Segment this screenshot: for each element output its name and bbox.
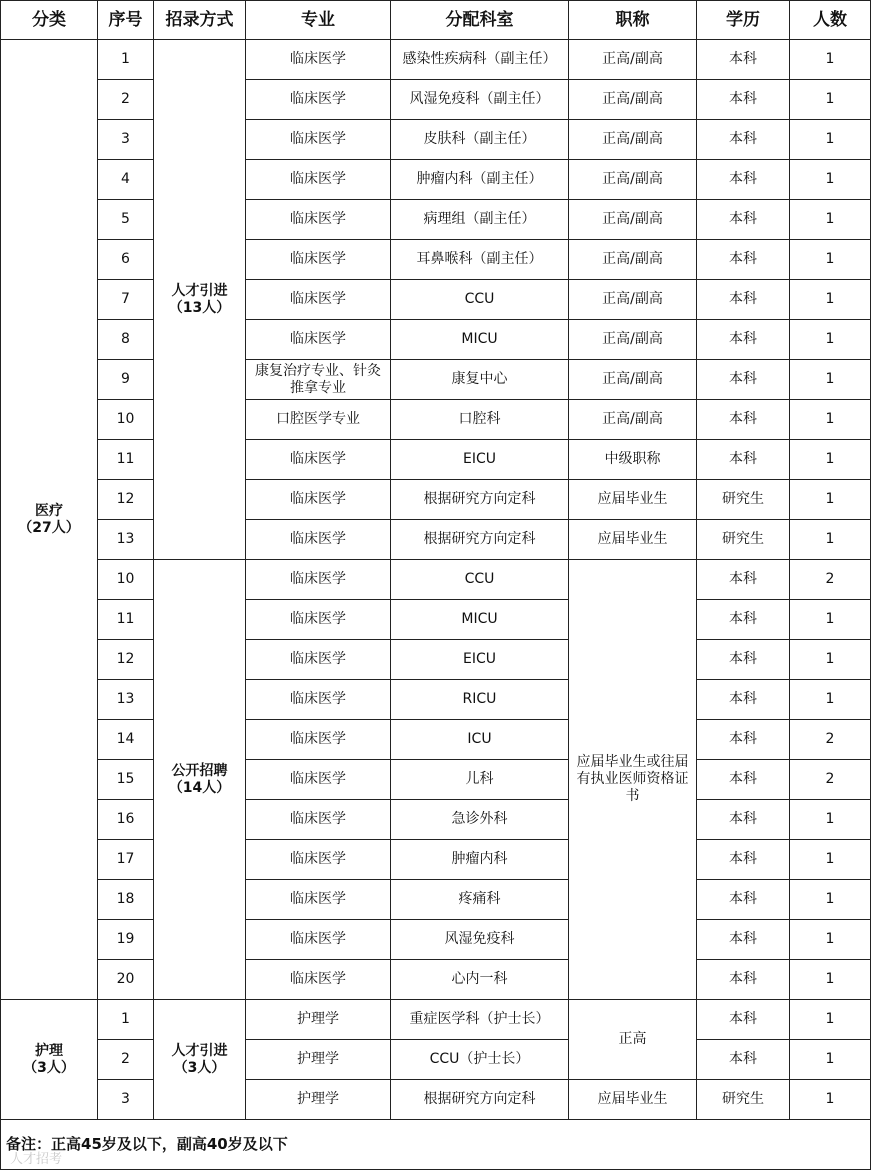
row-count: 1 bbox=[790, 40, 871, 80]
row-major: 临床医学 bbox=[246, 720, 391, 760]
row-major: 护理学 bbox=[246, 1080, 391, 1120]
row-department: CCU bbox=[391, 560, 569, 600]
row-no: 17 bbox=[98, 840, 154, 880]
row-major: 临床医学 bbox=[246, 880, 391, 920]
row-department: 风湿免疫科 bbox=[391, 920, 569, 960]
table-row bbox=[1, 760, 871, 800]
row-department: 根据研究方向定科 bbox=[391, 520, 569, 560]
row-major: 护理学 bbox=[246, 1040, 391, 1080]
method-nursing-talent bbox=[154, 1000, 246, 1120]
row-no: 4 bbox=[98, 160, 154, 200]
header-major: 专业 bbox=[246, 1, 391, 40]
row-major: 临床医学 bbox=[246, 520, 391, 560]
row-no: 10 bbox=[98, 560, 154, 600]
table-row bbox=[1, 1000, 871, 1040]
row-major: 临床医学 bbox=[246, 960, 391, 1000]
row-department: ICU bbox=[391, 720, 569, 760]
row-education: 本科 bbox=[697, 840, 790, 880]
row-major: 临床医学 bbox=[246, 320, 391, 360]
row-count: 2 bbox=[790, 560, 871, 600]
row-title: 应届毕业生 bbox=[569, 480, 697, 520]
method-nursing-talent-count: （3人） bbox=[173, 1059, 226, 1076]
row-no: 9 bbox=[98, 360, 154, 400]
row-no: 18 bbox=[98, 880, 154, 920]
row-title: 正高/副高 bbox=[569, 80, 697, 120]
row-title: 正高/副高 bbox=[569, 240, 697, 280]
row-title: 正高/副高 bbox=[569, 160, 697, 200]
header-department: 分配科室 bbox=[391, 1, 569, 40]
row-education: 研究生 bbox=[697, 1080, 790, 1120]
table-row bbox=[1, 840, 871, 880]
table-row bbox=[1, 200, 871, 240]
row-major: 临床医学 bbox=[246, 480, 391, 520]
row-count: 1 bbox=[790, 800, 871, 840]
row-major: 临床医学 bbox=[246, 920, 391, 960]
category-nursing bbox=[1, 1000, 98, 1120]
row-major: 护理学 bbox=[246, 1000, 391, 1040]
row-count: 1 bbox=[790, 1080, 871, 1120]
table-row bbox=[1, 880, 871, 920]
row-department: CCU（护士长） bbox=[391, 1040, 569, 1080]
row-title: 正高/副高 bbox=[569, 280, 697, 320]
row-no: 12 bbox=[98, 640, 154, 680]
row-title: 正高/副高 bbox=[569, 200, 697, 240]
row-no: 1 bbox=[98, 1000, 154, 1040]
row-title: 正高/副高 bbox=[569, 120, 697, 160]
table-row bbox=[1, 480, 871, 520]
row-major: 临床医学 bbox=[246, 200, 391, 240]
row-department: 病理组（副主任） bbox=[391, 200, 569, 240]
method-medical-open-name: 公开招聘 bbox=[171, 762, 228, 779]
row-department: 感染性疾病科（副主任） bbox=[391, 40, 569, 80]
table-row bbox=[1, 240, 871, 280]
row-no: 7 bbox=[98, 280, 154, 320]
row-department: 心内一科 bbox=[391, 960, 569, 1000]
row-major: 临床医学 bbox=[246, 760, 391, 800]
row-department: 康复中心 bbox=[391, 360, 569, 400]
row-count: 1 bbox=[790, 240, 871, 280]
row-no: 10 bbox=[98, 400, 154, 440]
row-no: 5 bbox=[98, 200, 154, 240]
row-department: 肿瘤内科 bbox=[391, 840, 569, 880]
category-medical-name: 医疗 bbox=[35, 502, 63, 519]
row-no: 11 bbox=[98, 600, 154, 640]
table-row bbox=[1, 560, 871, 600]
row-education: 本科 bbox=[697, 1040, 790, 1080]
row-education: 本科 bbox=[697, 760, 790, 800]
row-education: 本科 bbox=[697, 920, 790, 960]
row-education: 本科 bbox=[697, 40, 790, 80]
row-count: 1 bbox=[790, 280, 871, 320]
row-major: 临床医学 bbox=[246, 560, 391, 600]
row-title: 中级职称 bbox=[569, 440, 697, 480]
table-row bbox=[1, 800, 871, 840]
row-major: 临床医学 bbox=[246, 680, 391, 720]
row-major: 临床医学 bbox=[246, 240, 391, 280]
method-nursing-talent-name: 人才引进 bbox=[171, 1042, 228, 1059]
row-department: 重症医学科（护士长） bbox=[391, 1000, 569, 1040]
table-row bbox=[1, 680, 871, 720]
row-education: 本科 bbox=[697, 440, 790, 480]
row-education: 本科 bbox=[697, 640, 790, 680]
note-row bbox=[1, 1120, 871, 1170]
row-title: 正高/副高 bbox=[569, 40, 697, 80]
header-method: 招录方式 bbox=[154, 1, 246, 40]
header-row bbox=[1, 1, 871, 40]
table-row bbox=[1, 960, 871, 1000]
row-count: 1 bbox=[790, 600, 871, 640]
row-count: 1 bbox=[790, 1040, 871, 1080]
table-row bbox=[1, 160, 871, 200]
row-education: 本科 bbox=[697, 400, 790, 440]
row-department: 耳鼻喉科（副主任） bbox=[391, 240, 569, 280]
category-nursing-name: 护理 bbox=[35, 1042, 63, 1059]
table-row bbox=[1, 320, 871, 360]
row-count: 1 bbox=[790, 480, 871, 520]
row-education: 本科 bbox=[697, 200, 790, 240]
row-no: 13 bbox=[98, 520, 154, 560]
row-no: 19 bbox=[98, 920, 154, 960]
row-department: RICU bbox=[391, 680, 569, 720]
method-medical-talent bbox=[154, 40, 246, 560]
row-title: 正高/副高 bbox=[569, 360, 697, 400]
row-education: 本科 bbox=[697, 800, 790, 840]
row-count: 1 bbox=[790, 120, 871, 160]
row-education: 本科 bbox=[697, 280, 790, 320]
row-department: EICU bbox=[391, 440, 569, 480]
title-medical-open: 应届毕业生或往届有执业医师资格证书 bbox=[569, 560, 697, 1000]
row-department: 根据研究方向定科 bbox=[391, 1080, 569, 1120]
row-department: 儿科 bbox=[391, 760, 569, 800]
row-no: 1 bbox=[98, 40, 154, 80]
table-row bbox=[1, 640, 871, 680]
method-medical-talent-name: 人才引进 bbox=[171, 282, 228, 299]
row-no: 12 bbox=[98, 480, 154, 520]
header-no: 序号 bbox=[98, 1, 154, 40]
row-department: 肿瘤内科（副主任） bbox=[391, 160, 569, 200]
header-title: 职称 bbox=[569, 1, 697, 40]
row-count: 1 bbox=[790, 440, 871, 480]
row-no: 13 bbox=[98, 680, 154, 720]
note-text: 备注：正高45岁及以下，副高40岁及以下 bbox=[1, 1120, 871, 1170]
title-nursing-senior: 正高 bbox=[569, 1000, 697, 1080]
row-count: 1 bbox=[790, 320, 871, 360]
row-department: MICU bbox=[391, 600, 569, 640]
table-row bbox=[1, 1080, 871, 1120]
row-education: 本科 bbox=[697, 160, 790, 200]
row-no: 6 bbox=[98, 240, 154, 280]
row-count: 1 bbox=[790, 80, 871, 120]
row-no: 11 bbox=[98, 440, 154, 480]
row-education: 本科 bbox=[697, 680, 790, 720]
row-major: 临床医学 bbox=[246, 640, 391, 680]
row-department: MICU bbox=[391, 320, 569, 360]
row-major: 临床医学 bbox=[246, 840, 391, 880]
row-department: 疼痛科 bbox=[391, 880, 569, 920]
row-education: 研究生 bbox=[697, 520, 790, 560]
row-education: 本科 bbox=[697, 1000, 790, 1040]
row-no: 16 bbox=[98, 800, 154, 840]
row-count: 2 bbox=[790, 720, 871, 760]
row-no: 3 bbox=[98, 120, 154, 160]
row-count: 2 bbox=[790, 760, 871, 800]
row-major: 口腔医学专业 bbox=[246, 400, 391, 440]
row-major: 临床医学 bbox=[246, 120, 391, 160]
row-department: 口腔科 bbox=[391, 400, 569, 440]
row-education: 本科 bbox=[697, 960, 790, 1000]
table-row bbox=[1, 600, 871, 640]
category-medical bbox=[1, 40, 98, 1000]
row-major: 康复治疗专业、针灸推拿专业 bbox=[246, 360, 391, 400]
method-medical-talent-count: （13人） bbox=[168, 299, 231, 316]
row-no: 3 bbox=[98, 1080, 154, 1120]
table-row bbox=[1, 280, 871, 320]
row-title: 正高/副高 bbox=[569, 320, 697, 360]
row-count: 1 bbox=[790, 640, 871, 680]
row-department: 根据研究方向定科 bbox=[391, 480, 569, 520]
row-department: 急诊外科 bbox=[391, 800, 569, 840]
row-no: 20 bbox=[98, 960, 154, 1000]
table-row bbox=[1, 360, 871, 400]
row-no: 8 bbox=[98, 320, 154, 360]
header-education: 学历 bbox=[697, 1, 790, 40]
row-count: 1 bbox=[790, 360, 871, 400]
row-department: 风湿免疫科（副主任） bbox=[391, 80, 569, 120]
row-education: 本科 bbox=[697, 560, 790, 600]
row-education: 本科 bbox=[697, 880, 790, 920]
row-major: 临床医学 bbox=[246, 280, 391, 320]
row-education: 本科 bbox=[697, 720, 790, 760]
row-count: 1 bbox=[790, 960, 871, 1000]
row-major: 临床医学 bbox=[246, 440, 391, 480]
row-count: 1 bbox=[790, 400, 871, 440]
row-count: 1 bbox=[790, 880, 871, 920]
row-count: 1 bbox=[790, 1000, 871, 1040]
table-row bbox=[1, 920, 871, 960]
row-major: 临床医学 bbox=[246, 80, 391, 120]
row-education: 本科 bbox=[697, 120, 790, 160]
header-category: 分类 bbox=[1, 1, 98, 40]
row-education: 本科 bbox=[697, 80, 790, 120]
row-count: 1 bbox=[790, 520, 871, 560]
row-title: 正高/副高 bbox=[569, 400, 697, 440]
category-medical-count: （27人） bbox=[18, 519, 80, 536]
row-title: 应届毕业生 bbox=[569, 520, 697, 560]
table-row bbox=[1, 520, 871, 560]
row-no: 2 bbox=[98, 80, 154, 120]
watermark: 人才招考 bbox=[10, 1152, 63, 1167]
table-row bbox=[1, 40, 871, 80]
category-nursing-count: （3人） bbox=[23, 1059, 75, 1076]
row-count: 1 bbox=[790, 840, 871, 880]
row-major: 临床医学 bbox=[246, 160, 391, 200]
method-medical-open-count: （14人） bbox=[168, 779, 231, 796]
row-major: 临床医学 bbox=[246, 600, 391, 640]
table-row bbox=[1, 120, 871, 160]
row-major: 临床医学 bbox=[246, 800, 391, 840]
table-row bbox=[1, 1040, 871, 1080]
row-department: 皮肤科（副主任） bbox=[391, 120, 569, 160]
row-no: 14 bbox=[98, 720, 154, 760]
row-no: 2 bbox=[98, 1040, 154, 1080]
row-department: CCU bbox=[391, 280, 569, 320]
row-education: 本科 bbox=[697, 240, 790, 280]
row-count: 1 bbox=[790, 680, 871, 720]
row-no: 15 bbox=[98, 760, 154, 800]
row-major: 临床医学 bbox=[246, 40, 391, 80]
row-title: 应届毕业生 bbox=[569, 1080, 697, 1120]
table-row bbox=[1, 440, 871, 480]
row-count: 1 bbox=[790, 160, 871, 200]
row-education: 研究生 bbox=[697, 480, 790, 520]
row-education: 本科 bbox=[697, 360, 790, 400]
method-medical-open bbox=[154, 560, 246, 1000]
header-count: 人数 bbox=[790, 1, 871, 40]
row-count: 1 bbox=[790, 920, 871, 960]
table-row bbox=[1, 80, 871, 120]
table-row bbox=[1, 720, 871, 760]
table-row bbox=[1, 400, 871, 440]
row-education: 本科 bbox=[697, 600, 790, 640]
row-education: 本科 bbox=[697, 320, 790, 360]
row-count: 1 bbox=[790, 200, 871, 240]
row-department: EICU bbox=[391, 640, 569, 680]
